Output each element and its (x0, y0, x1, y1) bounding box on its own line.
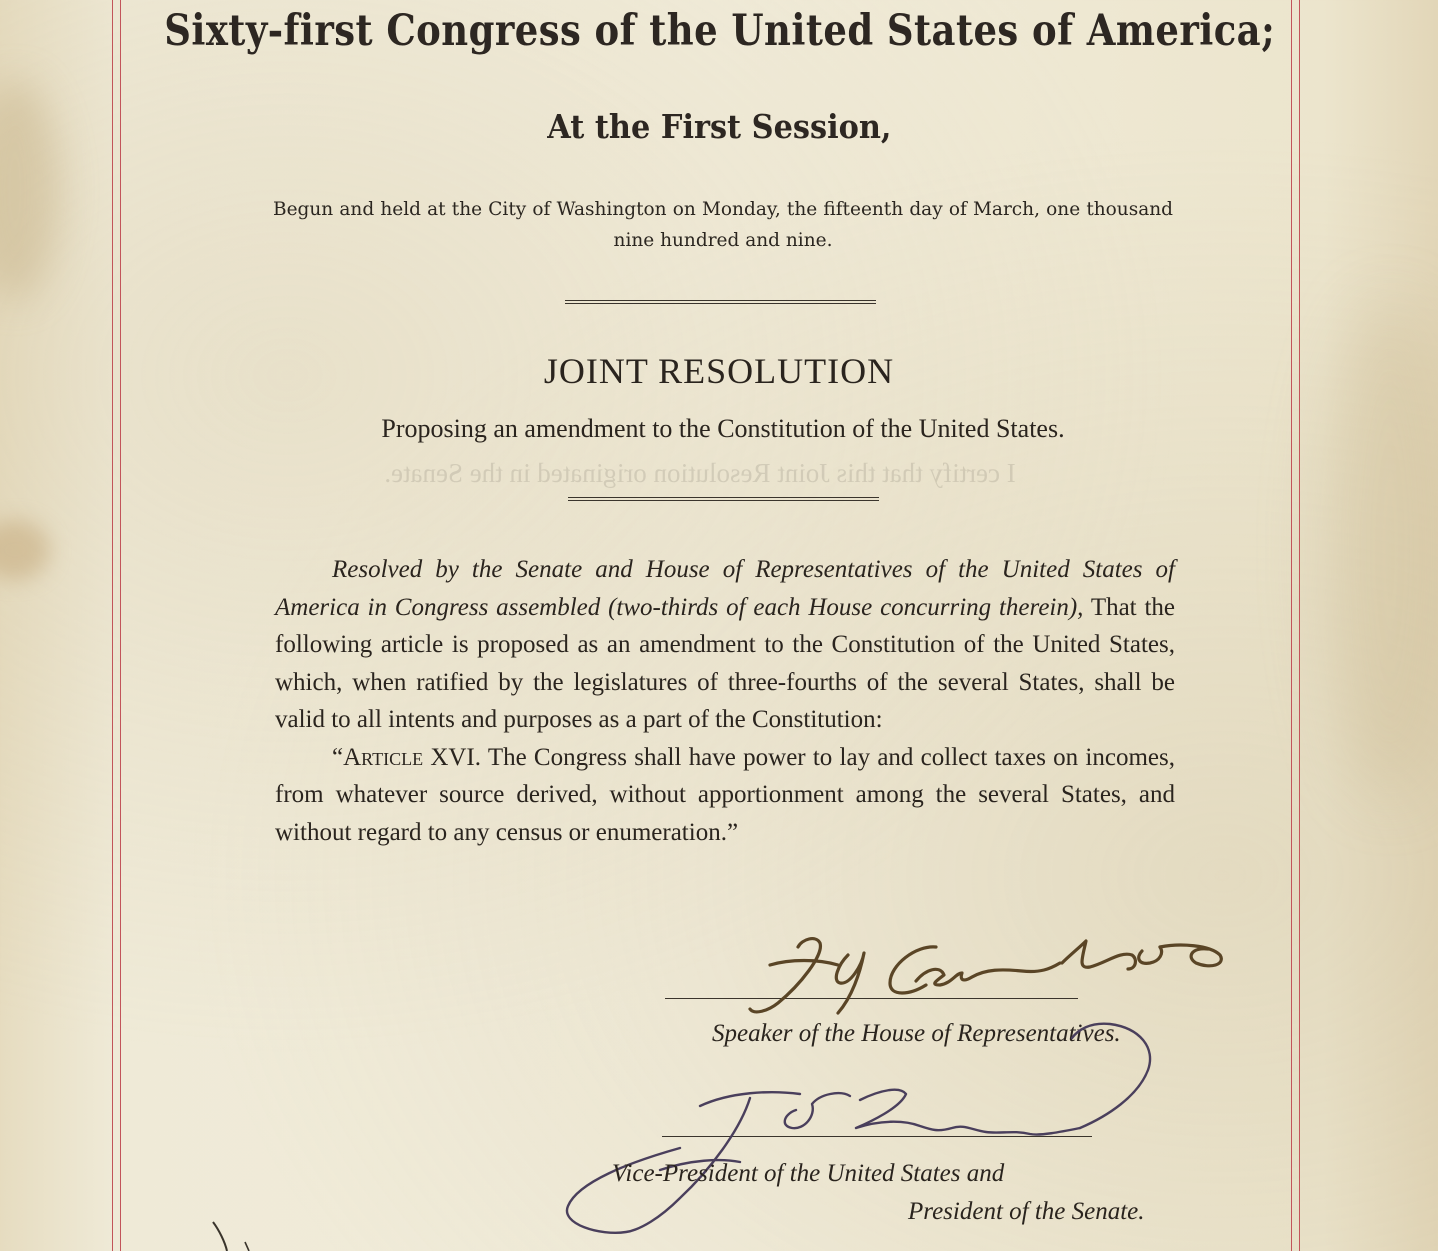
right-border-rule-outer (1299, 0, 1300, 1251)
article-text: The Congress shall have power to lay and collect taxes on incomes, from whatever source derived, without apportionment among the several States, and without regard to any census or enumeration.” (275, 743, 1175, 846)
vp-title-line2: President of the Senate. (908, 1198, 1145, 1225)
resolution-body: That the following article is proposed as an amendment to the Constitution of the United States, which, when ratified by the legislatures of three-fourths of the several States, shall be valid to all intents and purposes as a part of the Constitution: (275, 593, 1175, 733)
speaker-title: Speaker of the House of Representatives. (712, 1020, 1121, 1047)
left-border-rule-inner (120, 0, 121, 1251)
article-number: XVI. (430, 743, 482, 771)
congress-title: Sixty-first Congress of the United States of America; (164, 6, 1276, 56)
right-border-rule-inner (1291, 0, 1292, 1251)
session-date-text: Begun and held at the City of Washington on Monday, the fifteenth day of March, one thousand nine hundred and nine. (273, 199, 1173, 251)
document-subtitle: Proposing an amendment to the Constitution of the United States. (381, 414, 1065, 443)
bleed-through-text: I certify that this Joint Resolution originated in the Senate. (384, 458, 1016, 488)
article-label: Article (343, 743, 424, 771)
speaker-signature (740, 925, 1240, 1025)
vp-title-line1: Vice-President of the United States and (612, 1160, 1005, 1187)
article-paragraph (275, 739, 1175, 852)
resolution-text (275, 551, 1175, 851)
divider-rule-top (565, 300, 876, 304)
document-type-heading: JOINT RESOLUTION (543, 351, 895, 391)
left-border-rule-outer (112, 0, 113, 1251)
enacting-clause: Resolved by the Senate and House of Representatives of the United States of America in Congress assembled (two-thirds of each House concurring therein), (275, 556, 1175, 621)
paper-stain (0, 520, 50, 580)
article-open-quote: “ (332, 743, 344, 771)
pencil-mark (205, 1220, 265, 1251)
session-title: At the First Session, (547, 107, 892, 146)
divider-rule-bottom (568, 497, 879, 501)
paper-stain (0, 80, 60, 300)
resolution-paragraph (275, 551, 1175, 739)
